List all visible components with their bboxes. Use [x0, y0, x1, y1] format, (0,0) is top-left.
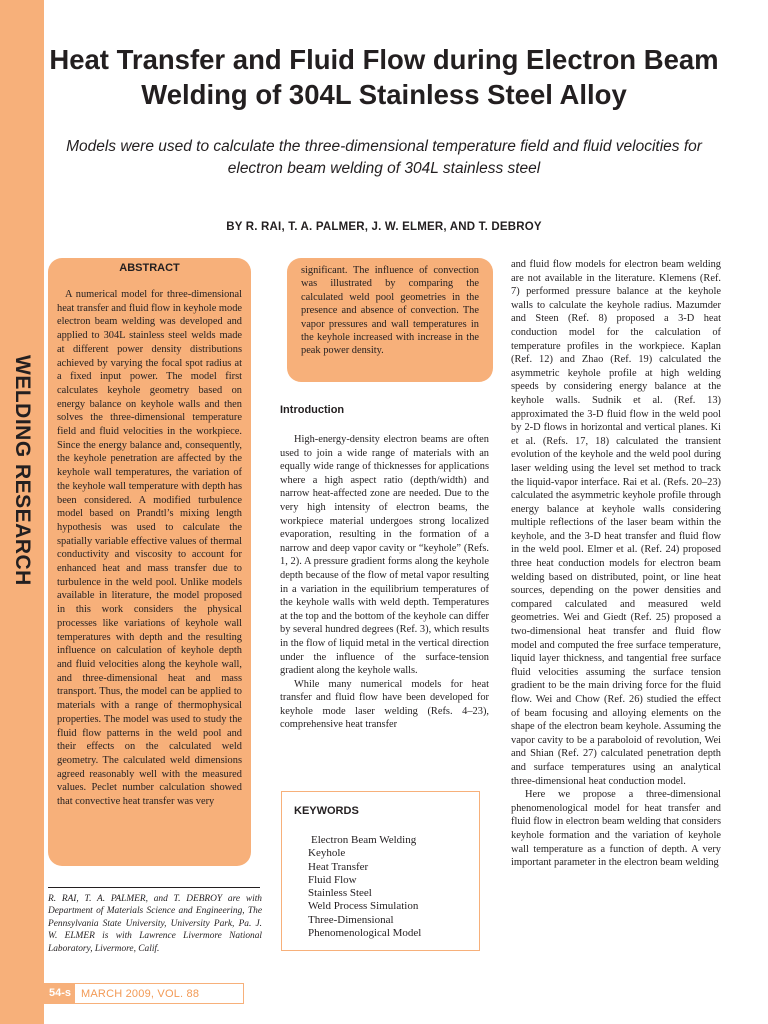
abstract-text: A numerical model for three-dimensional heat transfer and fluid flow in keyhole mode electron beam welding was developed and applied to 304L stainless steel welds made at different power density distributions achieved by varying the focal spot radius at a fixed input power. The model first calculates keyhole geometry based on energy balance on keyhole walls and then solves the three-dimensional temperature field and fluid velocities in the workpiece. Since the energy balance and, consequently, the keyhole penetration are affected by the keyhole wall temperatures, the variation of the keyhole wall temperature with depth has been considered. A modified turbulence model based on Prandtl’s mixing length hypothesis was used to calculate the spatially variable effective values of thermal conductivity and viscosity to account for enhanced heat and mass transfer due to turbulence in the weld pool. Unlike models available in literature, the model proposed in this work considers the physical processes like variations of keyhole wall temperatures with depth and the resulting influence on calculation of keyhole depth and fluid velocities along the keyhole wall, and three-dimensional heat and mass transport. Thus, the model can be applied to materials with a range of thermophysical properties. The model was used to study the fluid flow patterns in the weld pool and their effects on the calculated weld geometry. The calculated weld dimensions agreed reasonably well with the measured values. Peclet number calculation showed that convective heat transfer was very: [57, 289, 242, 808]
section-label: WELDING RESEARCH: [11, 354, 34, 586]
article-subtitle: Models were used to calculate the three-dimensional temperature field and fluid velocities for electron beam welding of 304L stainless steel: [66, 138, 702, 177]
section-color-strip: [0, 0, 44, 1024]
introduction-heading: Introduction: [280, 404, 345, 416]
body-paragraph: and fluid flow models for electron beam welding are not available in the literature. Klemens (Ref. 7) performed pressure balance at the keyhole walls to calculate the keyhole radius. Mazumder and Steen (Ref. 8) proposed a 3-D heat conduction model for the calculation of temperature profiles in the workpiece. Kaplan (Ref. 12) and Zhao (Ref. 19) calculated the asymmetric keyhole profile at high welding speeds by considering energy balance at the keyhole walls. Sudnik et al. (Ref. 13) approximated the 3-D fluid flow in the weld pool by 2-D flows in horizontal and vertical planes. Ki et al. (Refs. 17, 18) calculated the transient evolution of the keyhole and the weld pool during laser welding using the level set method to track the liquid-vapor interface. Rai et al. (Refs. 20–23) calculated the asymmetric keyhole profile through energy balance at keyhole walls considering multiple reflections of the laser beam within the keyhole, and the 3-D heat transfer and fluid flow in the weld pool. Elmer et al. (Ref. 24) proposed three heat conduction models for electron beam welding based on distributed, point, or line heat sources, depending on the power densities and compared calculated and measured weld geometries. Wei and Giedt (Ref. 25) proposed a two-dimensional heat transfer and fluid flow model and computed the free surface temperature, liquid layer thickness, and tangential free surface fluid velocities assuming the surface tension gradient to be the main driving force for the fluid flow. Wei and Chow (Ref. 26) studied the effect of beam focusing and alloying elements on the shape of the electron beam keyhole. Assuming the vapor cavity to be a paraboloid of revolution, Wei and Shian (Ref. 27) calculated penetration depth and surface temperatures using an analytical three-dimensional heat conduction model.: [511, 259, 721, 787]
abstract-continuation-text: significant. The influence of convection was illustrated by comparing the calculated weld pool geometries in the presence and absence of convection. The vapor pressures and wall temperatures in the keyhole increased with increase in the peak power density.: [301, 265, 479, 357]
keyword-item: Keyhole: [308, 847, 346, 860]
keyword-item: Weld Process Simulation: [308, 900, 419, 913]
author-byline: BY R. RAI, T. A. PALMER, J. W. ELMER, AND T. DEBROY: [226, 221, 542, 233]
third-column-body: [511, 258, 721, 870]
keyword-item: Phenomenological Model: [308, 927, 422, 940]
keyword-item: Fluid Flow: [308, 873, 357, 886]
abstract-box: [48, 258, 251, 866]
introduction-body: [280, 433, 489, 732]
footnote-rule: [48, 887, 260, 888]
keyword-item: Heat Transfer: [308, 860, 369, 873]
keyword-item: Stainless Steel: [308, 887, 372, 900]
abstract-heading: ABSTRACT: [119, 262, 180, 274]
page-number: 54-s: [45, 983, 75, 1004]
keywords-heading: KEYWORDS: [294, 805, 359, 817]
article-title: Heat Transfer and Fluid Flow during Electron Beam Welding of 304L Stainless Steel Alloy: [49, 44, 719, 110]
body-paragraph: Here we propose a three-dimensional phenomenological model for heat transfer and fluid flow in electron beam welding that considers keyhole formation and the variation of keyhole wall temperature as a function of depth. A very important parameter in the electron beam welding: [511, 789, 721, 869]
abstract-continuation-box: [287, 258, 493, 382]
keyword-item: Electron Beam Welding: [311, 834, 417, 846]
issue-info: MARCH 2009, VOL. 88: [81, 987, 200, 1000]
body-paragraph: While many numerical models for heat transfer and fluid flow have been developed for keyhole mode laser welding (Refs. 4–23), comprehensive heat transfer: [280, 678, 489, 731]
page-footer: [44, 983, 244, 1004]
keywords-list: [292, 834, 469, 940]
keyword-item: Three-Dimensional: [308, 913, 394, 926]
keywords-box: [281, 791, 480, 951]
body-paragraph: High-energy-density electron beams are often used to join a wide range of materials with an equally wide range of thicknesses for applications where a high aspect ratio (depth/width) and narrow heat-affected zone are needed. Due to the very high intensity of electron beams, the workpiece material undergoes strong localized evaporation, resulting in the formation of a narrow and deep vapor cavity or “keyhole” (Refs. 1, 2). A pressure gradient forms along the keyhole depth because of the flow of metal vapor resulting in a variation in the equilibrium temperatures of the keyhole walls with weld depth. Temperatures at the top and the bottom of the keyhole can differ by several hundred degrees (Ref. 3), which results in the flow of liquid metal in the vertical direction under the influence of the surface-tension gradient along the keyhole walls.: [280, 434, 489, 677]
author-affiliation-footnote: R. RAI, T. A. PALMER, and T. DEBROY are with Department of Materials Science and Engineering, The Pennsylvania State University, University Park, Pa. J. W. ELMER is with Lawrence Livermore National Laboratory, Livermore, Calif.: [48, 894, 262, 954]
introduction-column: [280, 404, 489, 732]
